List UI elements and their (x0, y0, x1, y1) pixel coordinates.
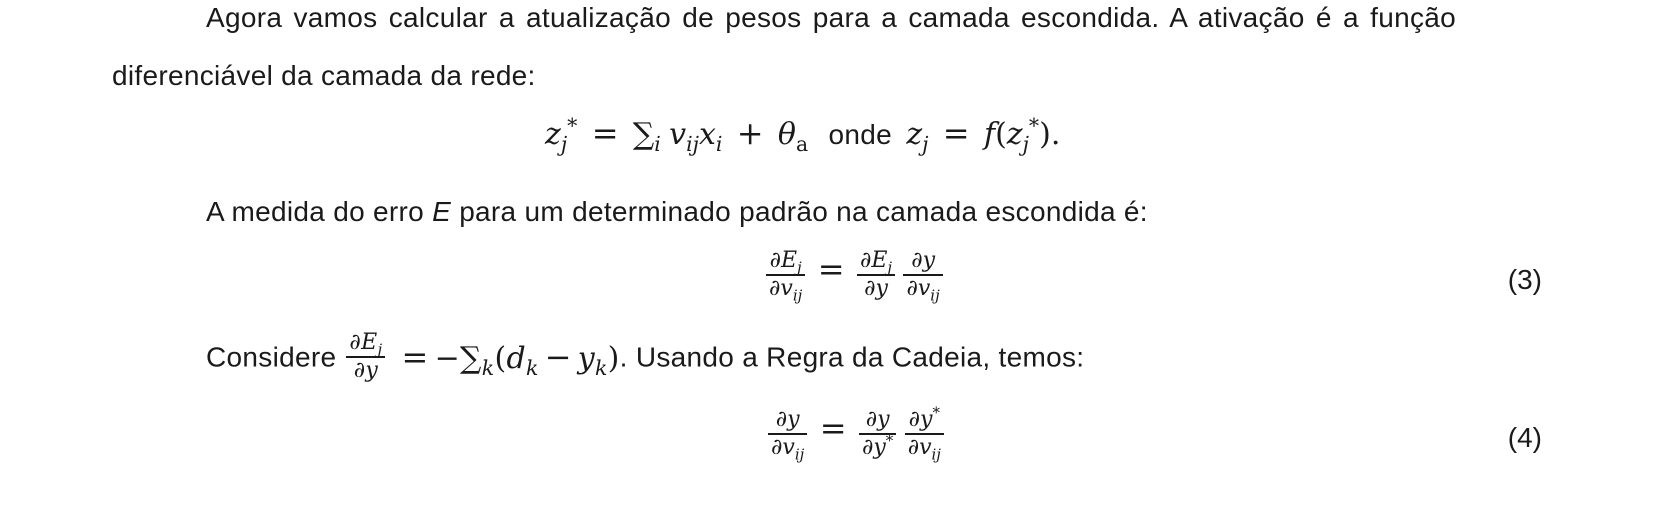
eq3-rhs-fraction-2: $\frac{\partial y}{\partial v_{ij}}$ (903, 248, 942, 303)
eq3-lhs-fraction: $\frac{\partial E_j}{\partial v_{ij}}$ (766, 248, 805, 303)
equation-4: $\frac{\partial y}{\partial v_{ij}}$ = $\frac{\partial y}{\partial y^*}$ $\frac{\partial y^*}{\partial v_{ij}}$ (766, 407, 946, 462)
paragraph-3-fraction: $\frac{\partial E_j}{\partial y}$ (346, 330, 385, 385)
activation-equation: $z_j^* = \sum_i$ $v_{ij}x_i + \theta_a$ onde $z_j = f(z_j^*)$. (545, 114, 1061, 156)
equation-4-number: (4) (1507, 422, 1542, 453)
paragraph-2-after: para um determinado padrão na camada escondida é: (451, 196, 1148, 227)
eq4-rhs-fraction-2: $\frac{\partial y^*}{\partial v_{ij}}$ (905, 407, 944, 462)
activation-connector: onde (828, 119, 892, 150)
eq3-rhs-fraction-1: $\frac{\partial E_j}{\partial y}$ (857, 248, 895, 303)
paragraph-3: Considere $\frac{\partial E_j}{\partial y}$ = $-\sum_k(d_k - y_k)$. Usando a Regra da Cadeia, temos: (206, 330, 1085, 384)
paragraph-2-before: A medida do erro (206, 196, 433, 227)
paragraph-1-line-1: Agora vamos calcular a atualização de pesos para a camada escondida. A ativação é a função (206, 2, 1456, 33)
equation-3-number: (3) (1507, 264, 1542, 295)
paragraph-3-after: . Usando a Regra da Cadeia, temos: (619, 341, 1085, 373)
equation-3: $\frac{\partial E_j}{\partial v_{ij}}$ = $\frac{\partial E_j}{\partial y}$ $\frac{\partial y}{\partial v_{ij}}$ (764, 248, 945, 303)
error-symbol: E (432, 196, 452, 227)
considere-label: Considere (206, 341, 337, 373)
paragraph-2 (206, 196, 1148, 228)
eq4-rhs-fraction-1: $\frac{\partial y}{\partial y^*}$ (859, 407, 896, 462)
eq4-lhs-fraction: $\frac{\partial y}{\partial v_{ij}}$ (768, 407, 807, 462)
paragraph-1-line-2: diferenciável da camada da rede: (112, 60, 536, 91)
